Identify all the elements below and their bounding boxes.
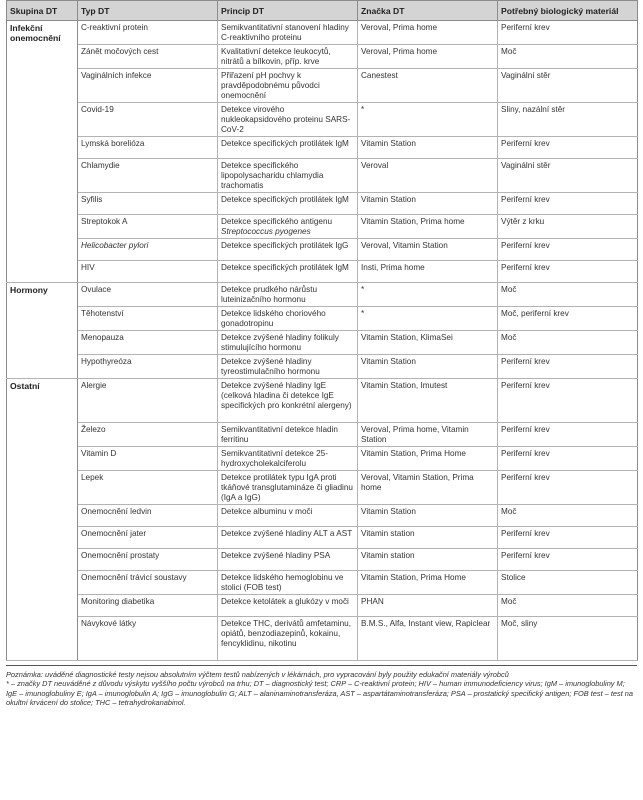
group-label: Infekční onemocnění	[7, 21, 78, 283]
cell-brand: Veroval, Prima home	[358, 45, 498, 69]
cell-brand: B.M.S., Alfa, Instant view, Rapiclear	[358, 617, 498, 661]
cell-brand: Vitamin Station, Prima Home	[358, 571, 498, 595]
table-header-row	[7, 1, 638, 21]
table-row	[7, 379, 638, 423]
cell-brand: Vitamin Station, Prima home	[358, 215, 498, 239]
cell-material: Periferní krev	[498, 447, 638, 471]
cell-brand: Veroval, Prima home	[358, 21, 498, 45]
principle-text: Detekce specifických protilátek IgM	[221, 139, 349, 148]
cell-brand: Insti, Prima home	[358, 261, 498, 283]
principle-text: Detekce virového nukleokapsidového proteinu SARS-CoV-2	[221, 105, 351, 134]
cell-brand: Vitamin Station	[358, 193, 498, 215]
cell-type: Ovulace	[78, 283, 218, 307]
cell-material: Moč, periferní krev	[498, 307, 638, 331]
cell-material: Periferní krev	[498, 261, 638, 283]
cell-principle	[218, 215, 358, 239]
principle-text: Detekce lidského hemoglobinu ve stolici (FOB test)	[221, 573, 344, 592]
cell-brand: Vitamin Station	[358, 137, 498, 159]
cell-type: Chlamydie	[78, 159, 218, 193]
group-label: Hormony	[7, 283, 78, 379]
table-note	[6, 665, 637, 708]
cell-principle	[218, 447, 358, 471]
table-row	[7, 527, 638, 549]
cell-principle	[218, 45, 358, 69]
cell-type: Menopauza	[78, 331, 218, 355]
cell-principle	[218, 69, 358, 103]
cell-material: Moč	[498, 595, 638, 617]
cell-principle	[218, 261, 358, 283]
cell-material: Periferní krev	[498, 471, 638, 505]
cell-principle	[218, 423, 358, 447]
note-line-1: Poznámka: uváděné diagnostické testy nejsou absolutním výčtem testů nabízených v lékárnách, pro vypracování byly použity edukační materiály výrobců	[6, 670, 509, 679]
table-row	[7, 137, 638, 159]
table-row	[7, 103, 638, 137]
cell-brand: Vitamin Station, Prima Home	[358, 447, 498, 471]
cell-principle	[218, 331, 358, 355]
cell-material: Moč	[498, 45, 638, 69]
header-type: Typ DT	[78, 1, 218, 21]
cell-material: Vaginální stěr	[498, 69, 638, 103]
cell-material: Sliny, nazální stěr	[498, 103, 638, 137]
cell-type: Zánět močových cest	[78, 45, 218, 69]
principle-text: Detekce lidského choriového gonadotropinu	[221, 309, 326, 328]
cell-type: HIV	[78, 261, 218, 283]
cell-type: Těhotenství	[78, 307, 218, 331]
cell-type: Hypothyreóza	[78, 355, 218, 379]
cell-material: Periferní krev	[498, 423, 638, 447]
header-material: Potřebný biologický materiál	[498, 1, 638, 21]
cell-principle	[218, 617, 358, 661]
cell-brand: Vitamin Station	[358, 505, 498, 527]
cell-material: Periferní krev	[498, 239, 638, 261]
principle-text: Detekce THC, derivátů amfetaminu, opiátů, benzodiazepinů, kokainu, fencyklidinu, nikotinu	[221, 619, 351, 648]
principle-italic-text: Streptococcus pyogenes	[221, 227, 311, 236]
cell-type: Onemocnění ledvin	[78, 505, 218, 527]
cell-principle	[218, 527, 358, 549]
table-row	[7, 571, 638, 595]
cell-type: Železo	[78, 423, 218, 447]
cell-brand: *	[358, 307, 498, 331]
cell-type: Lymská borelióza	[78, 137, 218, 159]
table-row	[7, 355, 638, 379]
principle-text: Detekce specifického antigenu	[221, 217, 333, 226]
cell-material: Periferní krev	[498, 527, 638, 549]
cell-type: Syfilis	[78, 193, 218, 215]
principle-text: Detekce specifického lipopolysacharidu chlamydia trachomatis	[221, 161, 324, 190]
principle-text: Detekce prudkého nárůstu luteinizačního hormonu	[221, 285, 318, 304]
cell-principle	[218, 307, 358, 331]
cell-material: Výtěr z krku	[498, 215, 638, 239]
cell-material: Periferní krev	[498, 193, 638, 215]
table-row	[7, 423, 638, 447]
header-brand: Značka DT	[358, 1, 498, 21]
table-row	[7, 471, 638, 505]
cell-type: Monitoring diabetika	[78, 595, 218, 617]
principle-text: Detekce protilátek typu IgA proti tkáňové transglutamináze či gliadinu (IgA a IgG)	[221, 473, 353, 502]
principle-text: Detekce zvýšené hladiny IgE (celková hladina či detekce IgE specifických pro konkrétní alergeny)	[221, 381, 352, 410]
principle-text: Detekce ketolátek a glukózy v moči	[221, 597, 349, 606]
cell-type: Streptokok A	[78, 215, 218, 239]
cell-principle	[218, 159, 358, 193]
cell-principle	[218, 571, 358, 595]
principle-text: Semikvantitativní detekce 25-hydroxycholekalciferolu	[221, 449, 328, 468]
cell-brand: Vitamin Station, Imutest	[358, 379, 498, 423]
cell-type: Helicobacter pylori	[78, 239, 218, 261]
cell-material: Moč, sliny	[498, 617, 638, 661]
cell-material: Moč	[498, 331, 638, 355]
cell-principle	[218, 471, 358, 505]
cell-material: Periferní krev	[498, 379, 638, 423]
table-row	[7, 69, 638, 103]
cell-brand: Veroval	[358, 159, 498, 193]
diagnostic-tests-table	[6, 0, 638, 661]
cell-type: Covid-19	[78, 103, 218, 137]
principle-text: Detekce specifických protilátek IgM	[221, 195, 349, 204]
cell-type: Vitamin D	[78, 447, 218, 471]
table-row	[7, 617, 638, 661]
principle-text: Přiřazení pH pochvy k pravděpodobnému původci onemocnění	[221, 71, 320, 100]
cell-principle	[218, 137, 358, 159]
cell-brand: Vitamin Station, KlimaSei	[358, 331, 498, 355]
group-label: Ostatní	[7, 379, 78, 661]
cell-material: Periferní krev	[498, 355, 638, 379]
principle-text: Semikvantitativní detekce hladin ferritinu	[221, 425, 338, 444]
principle-text: Detekce zvýšené hladiny ALT a AST	[221, 529, 353, 538]
cell-material: Moč	[498, 505, 638, 527]
cell-material: Periferní krev	[498, 549, 638, 571]
principle-text: Semikvantitativní stanovení hladiny C-reaktivního proteinu	[221, 23, 349, 42]
cell-brand: Veroval, Prima home, Vitamin Station	[358, 423, 498, 447]
cell-material: Periferní krev	[498, 21, 638, 45]
principle-text: Kvalitativní detekce leukocytů, nitrátů a bílkovin, příp. krve	[221, 47, 331, 66]
cell-type: Onemocnění trávicí soustavy	[78, 571, 218, 595]
table-row	[7, 21, 638, 45]
table-row	[7, 307, 638, 331]
cell-type: C-reaktivní protein	[78, 21, 218, 45]
table-row	[7, 215, 638, 239]
principle-text: Detekce zvýšené hladiny folikuly stimulujícího hormonu	[221, 333, 339, 352]
cell-principle	[218, 379, 358, 423]
principle-text: Detekce specifických protilátek IgM	[221, 263, 349, 272]
cell-principle	[218, 21, 358, 45]
principle-text: Detekce specifických protilátek IgG	[221, 241, 349, 250]
cell-material: Vaginální stěr	[498, 159, 638, 193]
cell-principle	[218, 355, 358, 379]
cell-principle	[218, 103, 358, 137]
cell-principle	[218, 595, 358, 617]
principle-text: Detekce albuminu v moči	[221, 507, 313, 516]
table-row	[7, 283, 638, 307]
cell-material: Periferní krev	[498, 137, 638, 159]
principle-text: Detekce zvýšené hladiny tyreostimulačního hormonu	[221, 357, 320, 376]
principle-text: Detekce zvýšené hladiny PSA	[221, 551, 331, 560]
cell-type: Alergie	[78, 379, 218, 423]
table-row	[7, 447, 638, 471]
table-row	[7, 239, 638, 261]
cell-type: Vaginálních infekce	[78, 69, 218, 103]
cell-brand: *	[358, 103, 498, 137]
table-row	[7, 505, 638, 527]
table-row	[7, 331, 638, 355]
header-principle: Princip DT	[218, 1, 358, 21]
cell-brand: Vitamin station	[358, 549, 498, 571]
table-row	[7, 261, 638, 283]
cell-type: Lepek	[78, 471, 218, 505]
cell-brand: Vitamin Station	[358, 355, 498, 379]
header-group: Skupina DT	[7, 1, 78, 21]
cell-principle	[218, 505, 358, 527]
cell-material: Stolice	[498, 571, 638, 595]
table-row	[7, 159, 638, 193]
cell-principle	[218, 283, 358, 307]
cell-material: Moč	[498, 283, 638, 307]
cell-brand: Veroval, Vitamin Station, Prima home	[358, 471, 498, 505]
cell-brand: Canestest	[358, 69, 498, 103]
cell-type: Onemocnění prostaty	[78, 549, 218, 571]
table-row	[7, 45, 638, 69]
cell-principle	[218, 549, 358, 571]
cell-brand: *	[358, 283, 498, 307]
cell-brand: Veroval, Vitamin Station	[358, 239, 498, 261]
note-line-2: * – značky DT neuváděné z důvodu výskytu vyššího počtu výrobců na trhu; DT – diagnostický test; CRP – C-reaktivní protein; HIV – human immunodeficiency virus; IgM – imunoglobuliny M; IgE – imunoglobuliny E; IgA – imunoglobulin A; IgG – imunoglobulin G; ALT – alaninaminotransferáza, AST – aspartátaminotransferáza; PSA – prostatický specifický antigen; FOB test – test na okultní krvácení do stolice; THC – tetrahydrokanabinol.	[6, 679, 634, 708]
table-row	[7, 549, 638, 571]
table-row	[7, 193, 638, 215]
cell-brand: Vitamin station	[358, 527, 498, 549]
cell-type: Onemocnění jater	[78, 527, 218, 549]
cell-type: Návykové látky	[78, 617, 218, 661]
table-row	[7, 595, 638, 617]
table-body	[7, 21, 638, 661]
cell-principle	[218, 193, 358, 215]
cell-principle	[218, 239, 358, 261]
cell-brand: PHAN	[358, 595, 498, 617]
